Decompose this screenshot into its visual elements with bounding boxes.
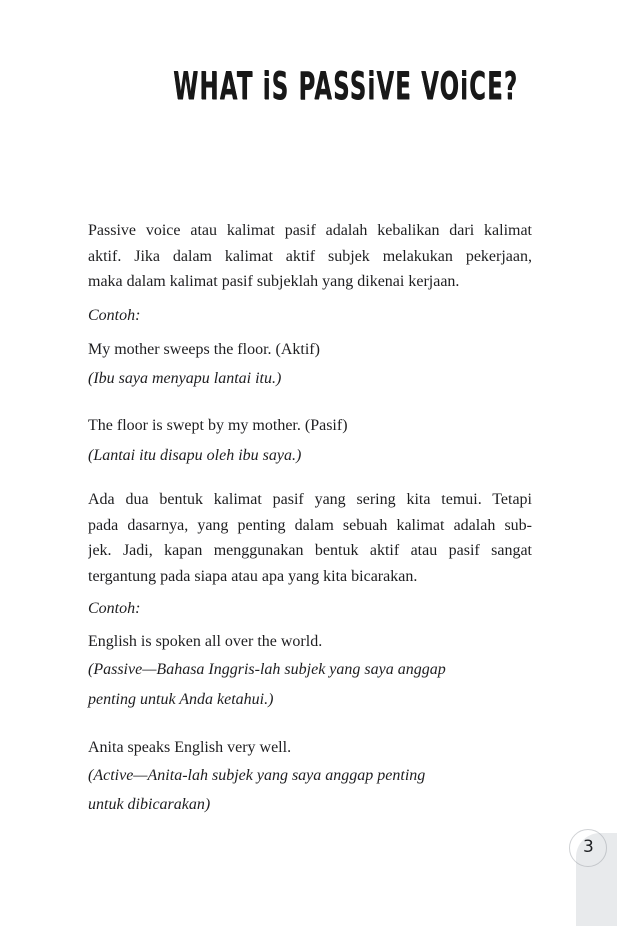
example-active-translation: (Ibu saya menyapu lantai itu.) [88, 369, 282, 387]
text-line: jek. Jadi, kapan menggunakan bentuk aktif atau pasif sangat [88, 542, 532, 559]
text-line: Passive voice atau kalimat pasif adalah kebalikan dari kalimat [88, 222, 532, 239]
example-passive-sentence: The floor is swept by my mother. (Pasif) [88, 417, 348, 434]
page-number-badge [576, 833, 617, 926]
text-line: tergantung pada siapa atau apa yang kita bicarakan. [88, 567, 418, 585]
example-label: Contoh: [88, 600, 141, 617]
example-note-line: (Passive—Bahasa Inggris-lah subjek yang saya anggap [88, 661, 446, 678]
example-label: Contoh: [88, 306, 141, 324]
example-note-line: untuk dibicarakan) [88, 796, 211, 813]
page-number: 3 [583, 837, 594, 857]
example-sentence: English is spoken all over the world. [88, 632, 323, 650]
content-column [88, 218, 532, 818]
text-line: aktif. Jika dalam kalimat aktif subjek melakukan pekerjaan, [88, 247, 532, 265]
example-sentence: Anita speaks English very well. [88, 739, 292, 756]
example-note-line: (Active—Anita-lah subjek yang saya anggap penting [88, 766, 426, 784]
example-active-sentence: My mother sweeps the floor. (Aktif) [88, 341, 320, 358]
page-title-text: WHAT iS PASSiVE VOiCE? [172, 64, 519, 108]
example-note-line: penting untuk Anda ketahui.) [88, 690, 274, 708]
example-passive-translation: (Lantai itu disapu oleh ibu saya.) [88, 446, 302, 464]
text-line: maka dalam kalimat pasif subjeklah yang dikenai kerjaan. [88, 273, 460, 290]
body-paragraph [88, 487, 532, 589]
text-line: Ada dua bentuk kalimat pasif yang sering kita temui. Tetapi [88, 491, 532, 508]
text-line: pada dasarnya, yang penting dalam sebuah kalimat adalah sub- [88, 516, 532, 534]
intro-paragraph [88, 218, 532, 295]
page-title [0, 64, 617, 108]
